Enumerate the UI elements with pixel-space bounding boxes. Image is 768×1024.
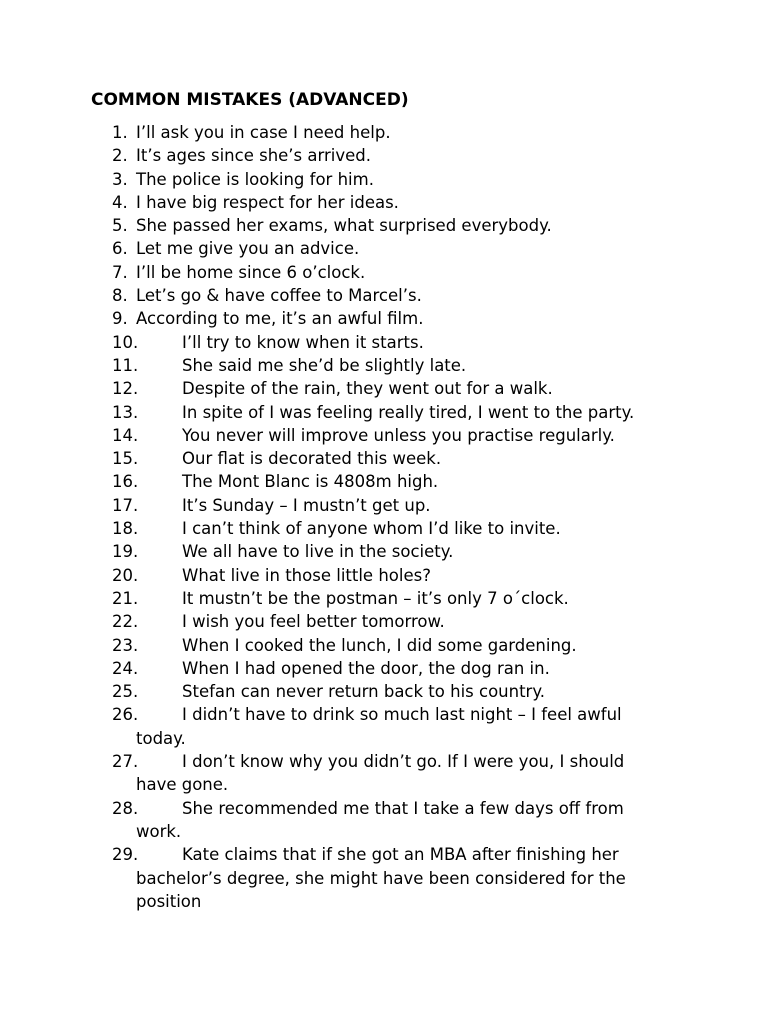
item-text: According to me, it’s an awful film. <box>136 309 424 329</box>
item-number: 21. <box>112 588 139 608</box>
item-text: It’s Sunday – I mustn’t get up. <box>182 495 431 515</box>
item-number: 12. <box>112 379 139 399</box>
item-text-line: today. <box>136 728 186 748</box>
item-text: I have big respect for her ideas. <box>136 192 399 212</box>
item-text: We all have to live in the society. <box>182 542 454 562</box>
item-text: I’ll try to know when it starts. <box>182 332 424 352</box>
item-number: 4. <box>112 192 128 212</box>
list-item <box>112 284 722 307</box>
list-item <box>112 191 722 214</box>
item-text-line: Kate claims that if she got an MBA after finishing her <box>182 845 619 865</box>
list-item <box>112 144 722 167</box>
item-text-line: I didn’t have to drink so much last night – I feel awful <box>182 705 622 725</box>
item-text: The Mont Blanc is 4808m high. <box>182 472 439 492</box>
list-item <box>112 587 722 610</box>
list-item <box>112 237 722 260</box>
item-number: 24. <box>112 658 139 678</box>
list-item <box>112 564 722 587</box>
item-text: It mustn’t be the postman – it’s only 7 o´clock. <box>182 588 569 608</box>
item-text: It’s ages since she’s arrived. <box>136 146 372 166</box>
item-number: 28. <box>112 798 139 818</box>
item-text: Our flat is decorated this week. <box>182 449 442 469</box>
list-item <box>112 657 722 680</box>
list-item <box>112 843 722 913</box>
item-text: I’ll be home since 6 o’clock. <box>136 262 366 282</box>
item-number: 13. <box>112 402 139 422</box>
item-number: 3. <box>112 169 128 189</box>
item-number: 5. <box>112 216 128 236</box>
item-text: She passed her exams, what surprised everybody. <box>136 216 552 236</box>
item-number: 18. <box>112 519 139 539</box>
item-number: 14. <box>112 425 139 445</box>
item-number: 27. <box>112 752 139 772</box>
item-text: I wish you feel better tomorrow. <box>182 612 445 632</box>
item-text: Stefan can never return back to his country. <box>182 682 545 702</box>
item-number: 16. <box>112 472 139 492</box>
item-number: 25. <box>112 682 139 702</box>
item-text-line: She recommended me that I take a few days off from <box>182 798 624 818</box>
item-number: 29. <box>112 845 139 865</box>
item-number: 23. <box>112 635 139 655</box>
list-item <box>112 797 722 844</box>
item-number: 2. <box>112 146 128 166</box>
list-item <box>112 261 722 284</box>
list-item <box>112 494 722 517</box>
item-text: Let me give you an advice. <box>136 239 360 259</box>
list-item <box>112 540 722 563</box>
item-number: 8. <box>112 286 128 306</box>
item-number: 26. <box>112 705 139 725</box>
list-item <box>112 377 722 400</box>
item-text-line: I don’t know why you didn’t go. If I were you, I should <box>182 752 625 772</box>
list-item <box>112 470 722 493</box>
item-number: 22. <box>112 612 139 632</box>
list-item <box>112 634 722 657</box>
list-item <box>112 447 722 470</box>
item-text: Despite of the rain, they went out for a walk. <box>182 379 553 399</box>
item-text: I can’t think of anyone whom I’d like to invite. <box>182 519 561 539</box>
item-text-line: position <box>136 891 202 911</box>
list-item <box>112 680 722 703</box>
item-number: 15. <box>112 449 139 469</box>
list-item <box>112 750 722 797</box>
item-text-line: work. <box>136 821 182 841</box>
item-number: 17. <box>112 495 139 515</box>
item-number: 19. <box>112 542 139 562</box>
item-text: I’ll ask you in case I need help. <box>136 123 391 142</box>
mistakes-list <box>112 121 722 913</box>
item-text-line: bachelor’s degree, she might have been considered for the <box>136 868 626 888</box>
item-text-line: have gone. <box>136 775 229 795</box>
list-item <box>112 168 722 191</box>
list-item <box>112 121 722 144</box>
list-item <box>112 214 722 237</box>
item-text: The police is looking for him. <box>136 169 374 189</box>
list-item <box>112 354 722 377</box>
item-number: 6. <box>112 239 128 259</box>
item-text: You never will improve unless you practise regularly. <box>182 425 615 445</box>
list-item <box>112 401 722 424</box>
item-text: She said me she’d be slightly late. <box>182 355 467 375</box>
list-item <box>112 331 722 354</box>
list-item <box>112 610 722 633</box>
item-text: When I had opened the door, the dog ran in. <box>182 658 550 678</box>
list-item <box>112 307 722 330</box>
list-item <box>112 703 722 750</box>
item-number: 20. <box>112 565 139 585</box>
list-item <box>112 424 722 447</box>
page-title: COMMON MISTAKES (ADVANCED) <box>91 90 409 110</box>
list-item <box>112 517 722 540</box>
item-number: 7. <box>112 262 128 282</box>
item-number: 9. <box>112 309 128 329</box>
item-text: In spite of I was feeling really tired, I went to the party. <box>182 402 635 422</box>
item-text: What live in those little holes? <box>182 565 431 585</box>
item-number: 1. <box>112 123 128 142</box>
item-number: 10. <box>112 332 139 352</box>
item-text: Let’s go & have coffee to Marcel’s. <box>136 286 422 306</box>
item-text: When I cooked the lunch, I did some gardening. <box>182 635 577 655</box>
item-number: 11. <box>112 355 139 375</box>
